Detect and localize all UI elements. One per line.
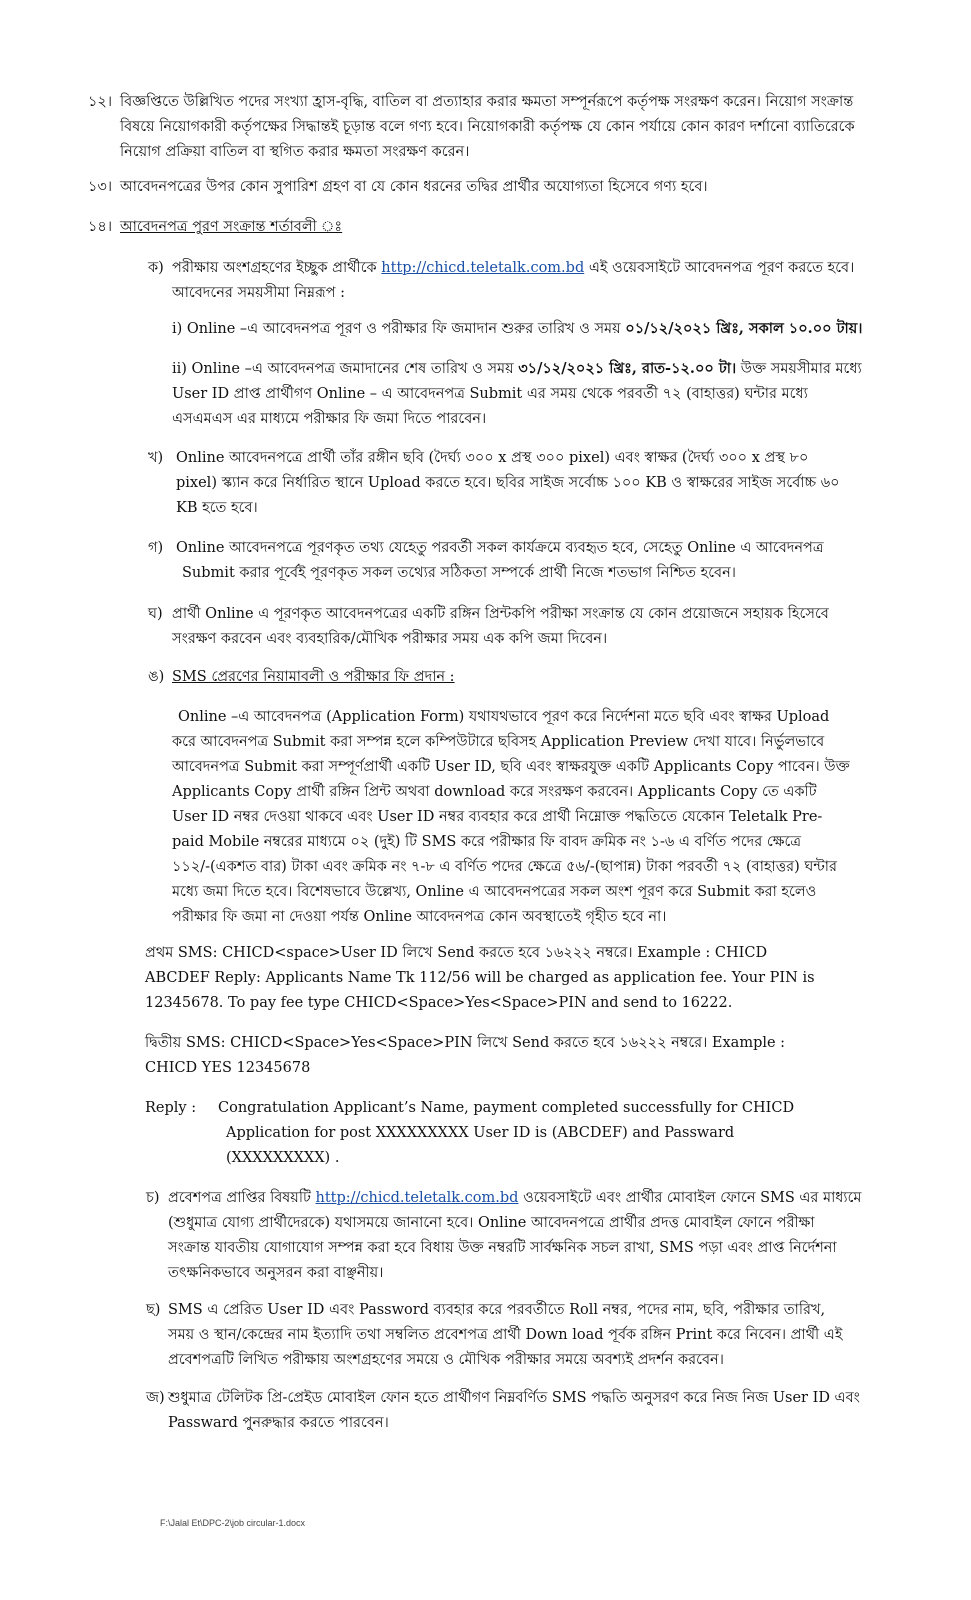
section-14-heading <box>120 215 860 240</box>
paragraph-ka <box>172 256 862 306</box>
item-label-cha: চ) <box>146 1190 160 1206</box>
text-line: বিষয়ে নিয়োগকারী কর্তৃপক্ষের সিদ্ধান্তই চূড়ান্ত বলে গণ্য হবে। নিয়োগকারী কর্তৃপক্ষ যে কোন পর্যায়ে কোন কারণ দর্শানো ব্যাতিরেকে <box>120 119 855 135</box>
text-line: KB হতে হবে। <box>176 500 258 516</box>
text-line: সময় ও স্থান/কেন্দ্রের নাম ইত্যাদি তথা সম্বলিত প্রবেশপত্র প্রার্থী Down load পূর্বক রঙ্গিন Print করে নিবেন। প্রার্থী এই <box>168 1327 843 1343</box>
reply-label: Reply : <box>145 1100 197 1116</box>
paragraph-12 <box>120 90 860 165</box>
paragraph-sms-rules <box>172 705 862 930</box>
text-line: বিজ্ঞপ্তিতে উল্লিখিত পদের সংখ্যা হ্রাস-বৃদ্ধি, বাতিল বা প্রত্যাহার করার ক্ষমতা সম্পূর্নরূপে কর্তৃপক্ষ সংরক্ষণ করেন। নিয়োগ সংক্রান্ত <box>120 94 854 110</box>
paragraph-ka-i <box>172 316 862 342</box>
text-line: শুধুমাত্র টেলিটক প্রি-প্রেইড মোবাইল ফোন হতে প্রার্থীগণ নিম্নবর্ণিত SMS পদ্ধতি অনুসরণ করে নিজ নিজ User ID এবং <box>168 1390 860 1406</box>
paragraph-ga <box>176 536 862 586</box>
text-line: মধ্যে জমা দিতে হবে। বিশেষভাবে উল্লেখ্য, Online এ আবেদনপত্রের সকল অংশ পূরণ করে Submit করা হলেও <box>172 884 817 900</box>
text-line: প্রথম SMS: CHICD<space>User ID লিখে Send করতে হবে ১৬২২২ নম্বরে। Example : CHICD <box>145 945 768 961</box>
paragraph-13 <box>120 175 860 200</box>
section-heading: আবেদনপত্র পুরণ সংক্রান্ত শর্তাবলী ঃ <box>120 219 343 235</box>
teletalk-website-link[interactable]: http://chicd.teletalk.com.bd <box>315 1190 519 1206</box>
item-label-ja: জ) <box>146 1390 165 1406</box>
paragraph-cha <box>168 1186 862 1286</box>
text-line: Applicants Copy প্রার্থী রঙ্গিন প্রিন্ট অথবা download করে সংরক্ষণ করবেন। Applicants Copy তে একটি <box>172 784 817 800</box>
paragraph-ka-ii <box>172 356 862 432</box>
item-number-14: ১৪। <box>88 219 113 235</box>
text-line: দ্বিতীয় SMS: CHICD<Space>Yes<Space>PIN লিখে Send করতে হবে ১৬২২২ নম্বরে। Example : <box>145 1035 786 1051</box>
text-line: Passward পুনরুদ্ধার করতে পারবেন। <box>168 1415 389 1431</box>
text-line: আবেদনপত্রের উপর কোন সুপারিশ গ্রহণ বা যে কোন ধরনের তদ্বির প্রার্থীর অযোগ্যতা হিসেবে গণ্য হবে। <box>120 179 708 195</box>
item-label-gha: ঘ) <box>148 606 163 622</box>
sms-rules-heading: SMS প্রেরণের নিয়ামাবলী ও পরীক্ষার ফি প্রদান : <box>172 669 455 685</box>
text-line: Congratulation Applicant’s Name, payment completed successfully for CHICD <box>218 1100 795 1116</box>
text-line: pixel) স্ক্যান করে নির্ধারিত স্থানে Upload করতে হবে। ছবির সাইজ সর্বোচ্চ ১০০ KB ও স্বাক্ষরের সাইজ সর্বোচ্চ ৬০ <box>176 475 840 491</box>
text-line: আবেদনপত্র Submit করা সম্পূর্ণপ্রার্থী একটি User ID, ছবি এবং স্বাক্ষরযুক্ত একটি Applicants Copy পাবেন। উক্ত <box>172 759 850 775</box>
text-line: Online আবেদনপত্রে প্রার্থী তাঁর রঙ্গীন ছবি (দৈর্ঘ্য ৩০০ x প্রস্থ ৩০০ pixel) এবং স্বাক্ষর (দৈর্ঘ্য ৩০০ x প্রস্থ ৮০ <box>176 450 809 466</box>
text-line: করে আবেদনপত্র Submit করা সম্পন্ন হলে কম্পিউটারে ছবিসহ Application Preview দেখা যাবে। নির্ভুলভাবে <box>172 734 825 750</box>
text-line: User ID প্রাপ্ত প্রার্থীগণ Online – এ আবেদনপত্র Submit এর সময় থেকে পরবর্তী ৭২ (বাহাত্তর) ঘন্টার মধ্যে <box>172 386 808 402</box>
text-line: Application for post XXXXXXXXX User ID is (ABCDEF) and Passward <box>226 1125 735 1141</box>
paragraph-kha <box>176 446 862 521</box>
item-label-kha: খ) <box>148 450 164 466</box>
sms-rules-heading-block <box>172 665 862 690</box>
text-line: প্রবেশপত্রটি লিখিত পরীক্ষায় অংশগ্রহণের সময়ে ও মৌখিক পরীক্ষার সময়ে অবশ্যই প্রদর্শন করবেন। <box>168 1352 724 1368</box>
text-line: (XXXXXXXXX) . <box>226 1150 340 1166</box>
text-segment: এই ওয়েবসাইটে আবেদনপত্র পূরণ করতে হবে। <box>588 260 855 276</box>
text-line: সংক্রান্ত যাবতীয় যোগাযোগ সম্পন্ন করা হবে বিধায় উক্ত নম্বরটি সার্বক্ষনিক সচল রাখা, SMS পড়া এবং প্রাপ্ত নির্দেশনা <box>168 1240 837 1256</box>
text-segment: ii) Online –এ আবেদনপত্র জমাদানের শেষ তারিখ ও সময় <box>172 361 514 377</box>
paragraph-reply <box>218 1096 862 1171</box>
text-line: User ID নম্বর দেওয়া থাকবে এবং User ID নম্বর ব্যবহার করে প্রার্থী নিম্নোক্ত পদ্ধতিতে যেকোন Teletalk Pre- <box>172 809 823 825</box>
text-line: নিয়োগ প্রক্রিয়া বাতিল বা স্থগিত করার ক্ষমতা সংরক্ষণ করেন। <box>120 144 470 160</box>
paragraph-chha <box>168 1298 862 1373</box>
item-number-13: ১৩। <box>88 179 113 195</box>
text-segment: উক্ত সময়সীমার মধ্যে <box>740 361 862 377</box>
item-label-chha: ছ) <box>146 1302 161 1318</box>
text-line: paid Mobile নম্বরের মাধ্যমে ০২ (দুই) টি SMS করে পরীক্ষার ফি বাবদ ক্রমিক নং ১-৬ এ বর্ণিত পদের ক্ষেত্রে <box>172 834 801 850</box>
text-line: পরীক্ষার ফি জমা না দেওয়া পর্যন্ত Online আবেদনপত্র কোন অবস্থাতেই গৃহীত হবে না। <box>172 909 667 925</box>
item-number-12: ১২। <box>88 94 113 110</box>
text-line: ১১২/-(একশত বার) টাকা এবং ক্রমিক নং ৭-৮ এ বর্ণিত পদের ক্ষেত্রে ৫৬/-(ছাপান্ন) টাকা পরবর্তী ৭২ (বাহাত্তর) ঘন্টার <box>172 859 837 875</box>
paragraph-ja <box>168 1386 862 1436</box>
text-line: আবেদনের সময়সীমা নিম্নরূপ : <box>172 285 345 301</box>
item-label-ga: গ) <box>148 540 164 556</box>
text-line: (শুধুমাত্র যোগ্য প্রার্থীদেরকে) যথাসময়ে জানানো হবে। Online আবেদনপত্রে প্রার্থীর প্রদত্ত মোবাইল ফোনে পরীক্ষা <box>168 1215 815 1231</box>
text-line: প্রার্থী Online এ পূরণকৃত আবেদনপত্রের একটি রঙ্গিন প্রিন্টকপি পরীক্ষা সংক্রান্ত যে কোন প্রয়োজনে সহায়ক হিসেবে <box>172 606 829 622</box>
file-path-footer: F:\Jalal Et\DPC-2\job circular-1.docx <box>160 1518 306 1528</box>
text-segment: পরীক্ষায় অংশগ্রহণের ইচ্ছুক প্রার্থীকে <box>172 260 377 276</box>
paragraph-second-sms <box>145 1031 862 1081</box>
text-segment: ওয়েবসাইটে এবং প্রার্থীর মোবাইল ফোনে SMS এর মাধ্যমে <box>523 1190 862 1206</box>
item-label-umo: ঙ) <box>148 669 165 685</box>
text-line: Submit করার পূর্বেই পূরণকৃত সকল তথ্যের সঠিকতা সম্পর্কে প্রার্থী নিজে শতভাগ নিশ্চিত হবেন। <box>182 565 736 581</box>
text-segment: i) Online –এ আবেদনপত্র পূরণ ও পরীক্ষার ফি জমাদান শুরুর তারিখ ও সময় <box>172 321 621 337</box>
text-line: 12345678. To pay fee type CHICD<Space>Yes<Space>PIN and send to 16222. <box>145 995 733 1011</box>
text-line: SMS এ প্রেরিত User ID এবং Password ব্যবহার করে পরবর্তীতে Roll নম্বর, পদের নাম, ছবি, পরীক্ষার তারিখ, <box>168 1302 826 1318</box>
application-end-datetime: ৩১/১২/২০২১ খ্রিঃ, রাত-১২.০০ টা। <box>518 360 737 377</box>
paragraph-gha <box>172 602 862 652</box>
text-segment: প্রবেশপত্র প্রাপ্তির বিষয়টি <box>168 1190 311 1206</box>
text-line: তৎক্ষনিকভাবে অনুসরন করা বাঞ্ছনীয়। <box>168 1265 384 1281</box>
text-line: Online আবেদনপত্রে পূরণকৃত তথ্য যেহেতু পরবর্তী সকল কার্যক্রমে ব্যবহৃত হবে, সেহেতু Online এ আবেদনপত্র <box>176 540 824 556</box>
text-line: CHICD YES 12345678 <box>145 1060 311 1076</box>
text-line: সংরক্ষণ করবেন এবং ব্যবহারিক/মৌখিক পরীক্ষার সময় এক কপি জমা দিবেন। <box>172 631 608 647</box>
text-line: এসএমএস এর মাধ্যমে পরীক্ষার ফি জমা দিতে পারবেন। <box>172 411 487 427</box>
text-line: ABCDEF Reply: Applicants Name Tk 112/56 will be charged as application fee. Your PIN is <box>145 970 815 986</box>
text-line: Online –এ আবেদনপত্র (Application Form) যথাযথভাবে পূরণ করে নির্দেশনা মতে ছবি এবং স্বাক্ষর Upload <box>178 709 830 725</box>
paragraph-first-sms <box>145 941 862 1016</box>
item-label-ka: ক) <box>148 260 164 276</box>
teletalk-website-link[interactable]: http://chicd.teletalk.com.bd <box>381 260 585 276</box>
application-start-datetime: ০১/১২/২০২১ খ্রিঃ, সকাল ১০.০০ টায়। <box>625 320 863 337</box>
